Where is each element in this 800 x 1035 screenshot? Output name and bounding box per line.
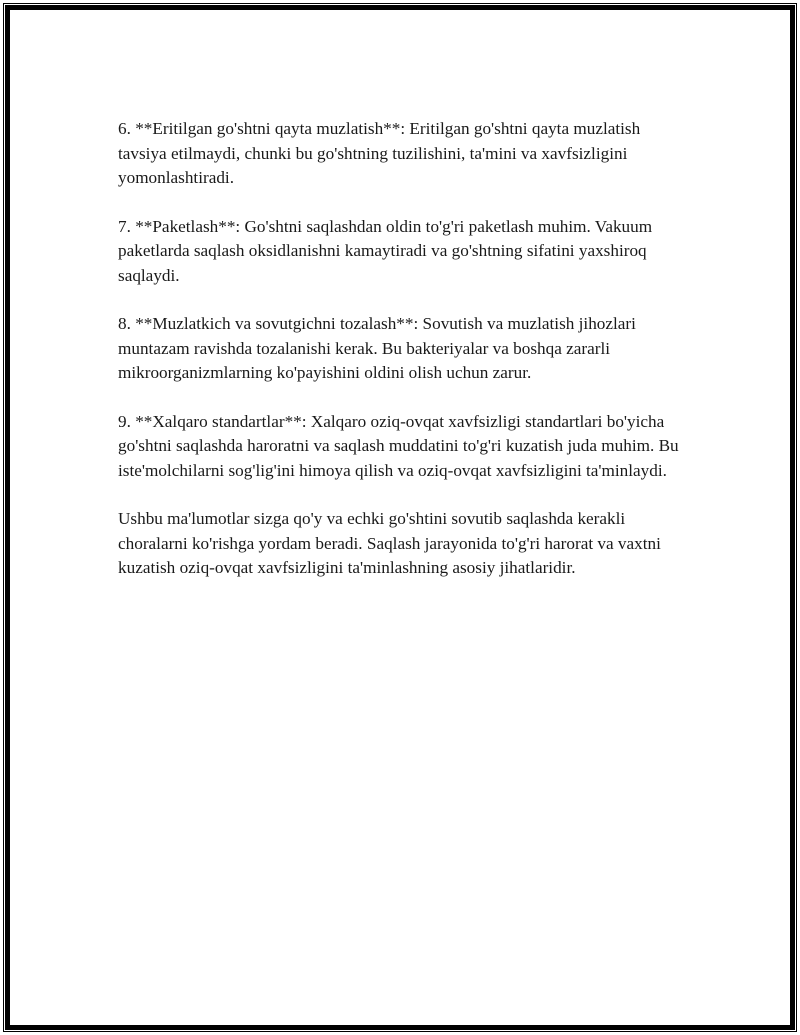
paragraph-item-7: 7. **Paketlash**: Go'shtni saqlashdan oldin to'g'ri paketlash muhim. Vakuum paketlarda saqlash oksidlanishni kamaytiradi va go'shtning sifatini yaxshiroq saqlaydi.	[118, 216, 653, 285]
paragraph-conclusion: Ushbu ma'lumotlar sizga qo'y va echki go'shtini sovutib saqlashda kerakli choralarni ko'rishga yordam beradi. Saqlash jarayonida to'g'ri harorat va vaxtni kuzatish oziq-ovqat xavfsizligini ta'minlashning asosiy jihatlaridir.	[118, 509, 661, 577]
document-body	[118, 117, 693, 605]
paragraph-item-6: 6. **Eritilgan go'shtni qayta muzlatish**: Eritilgan go'shtni qayta muzlatish tavsiya etilmaydi, chunki bu go'shtning tuzilishini, ta'mini va xavfsizligini yomonlashtiradi.	[118, 119, 641, 187]
paragraph-item-8: 8. **Muzlatkich va sovutgichni tozalash**: Sovutish va muzlatish jihozlari muntazam ravishda tozalanishi kerak. Bu bakteriyalar va boshqa zararli mikroorganizmlarning ko'payishini oldini olish uchun zarur.	[118, 314, 636, 382]
paragraph-item-9: 9. **Xalqaro standartlar**: Xalqaro oziq-ovqat xavfsizligi standartlari bo'yicha go'shtni saqlashda haroratni va saqlash muddatini to'g'ri kuzatish juda muhim. Bu iste'molchilarni sog'lig'ini himoya qilish va oziq-ovqat xavfsizligini ta'minlaydi.	[118, 411, 679, 480]
